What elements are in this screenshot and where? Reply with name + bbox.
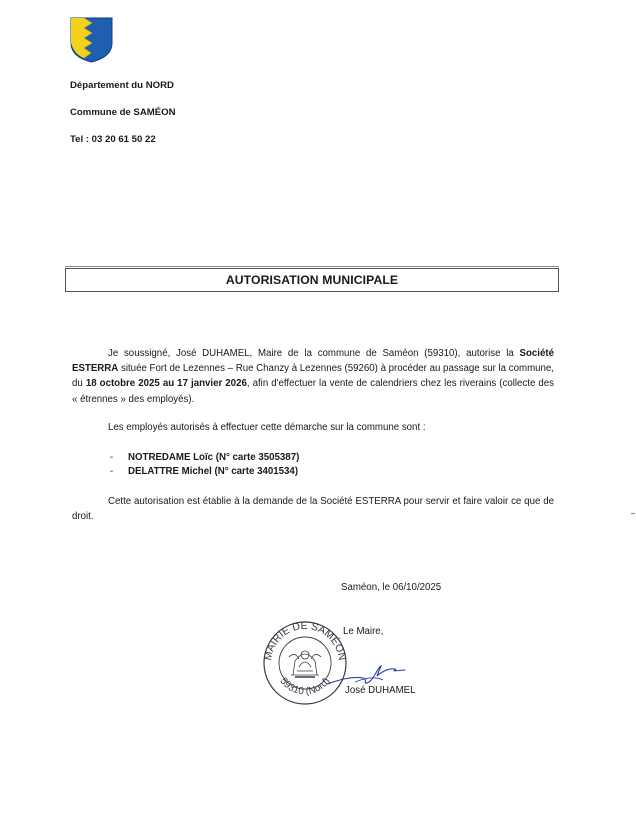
bullet-dash: - (110, 466, 114, 477)
commune-line: Commune de SAMÉON (70, 107, 176, 118)
para3-text: Cette autorisation est établie à la demande de la Société ESTERRA pour servir et faire valoir ce que de droit. (72, 496, 554, 523)
employees-intro: Les employés autorisés à effectuer cette démarche sur la commune sont : (108, 422, 426, 433)
bullet-dash: - (110, 452, 114, 463)
authorization-dates: 18 octobre 2025 au 17 janvier 2026 (85, 378, 247, 390)
document-title: AUTORISATION MUNICIPALE (225, 273, 399, 287)
employee-item: NOTREDAME Loïc (N° carte 3505387) (128, 452, 300, 463)
scan-edge-mark (631, 513, 635, 514)
place-date: Saméon, le 06/10/2025 (341, 582, 442, 593)
mayor-name: José DUHAMEL (345, 685, 416, 696)
employee-item: DELATTRE Michel (N° carte 3401534) (128, 466, 299, 477)
para1-part-b: située Fort de Lezennes – Rue Chanzy à Lezennes (59260) à procéder au passage sur la commune, du (72, 363, 554, 390)
title-box (65, 268, 559, 292)
phone-line: Tel : 03 20 61 50 22 (70, 134, 156, 145)
closing-paragraph (72, 494, 554, 524)
authorization-paragraph (72, 346, 554, 407)
para1-part-a: Je soussigné, José DUHAMEL, Maire de la commune de Saméon (59310), autorise la (108, 348, 520, 359)
mayor-title: Le Maire, (343, 626, 384, 637)
stamp-bottom-text: 59310 (Nord) (277, 675, 333, 698)
para1-part-c: , afin d'effectuer la vente de calendriers chez les riverains (collecte des « étrennes » des employés). (72, 378, 554, 405)
stamp-top-text: MAIRIE DE SAMÉON (261, 619, 348, 662)
stamp-emblem-icon (289, 651, 321, 677)
department-line: Département du NORD (70, 80, 174, 91)
coat-of-arms-icon (70, 17, 113, 63)
company-name: Société ESTERRA (72, 348, 554, 375)
